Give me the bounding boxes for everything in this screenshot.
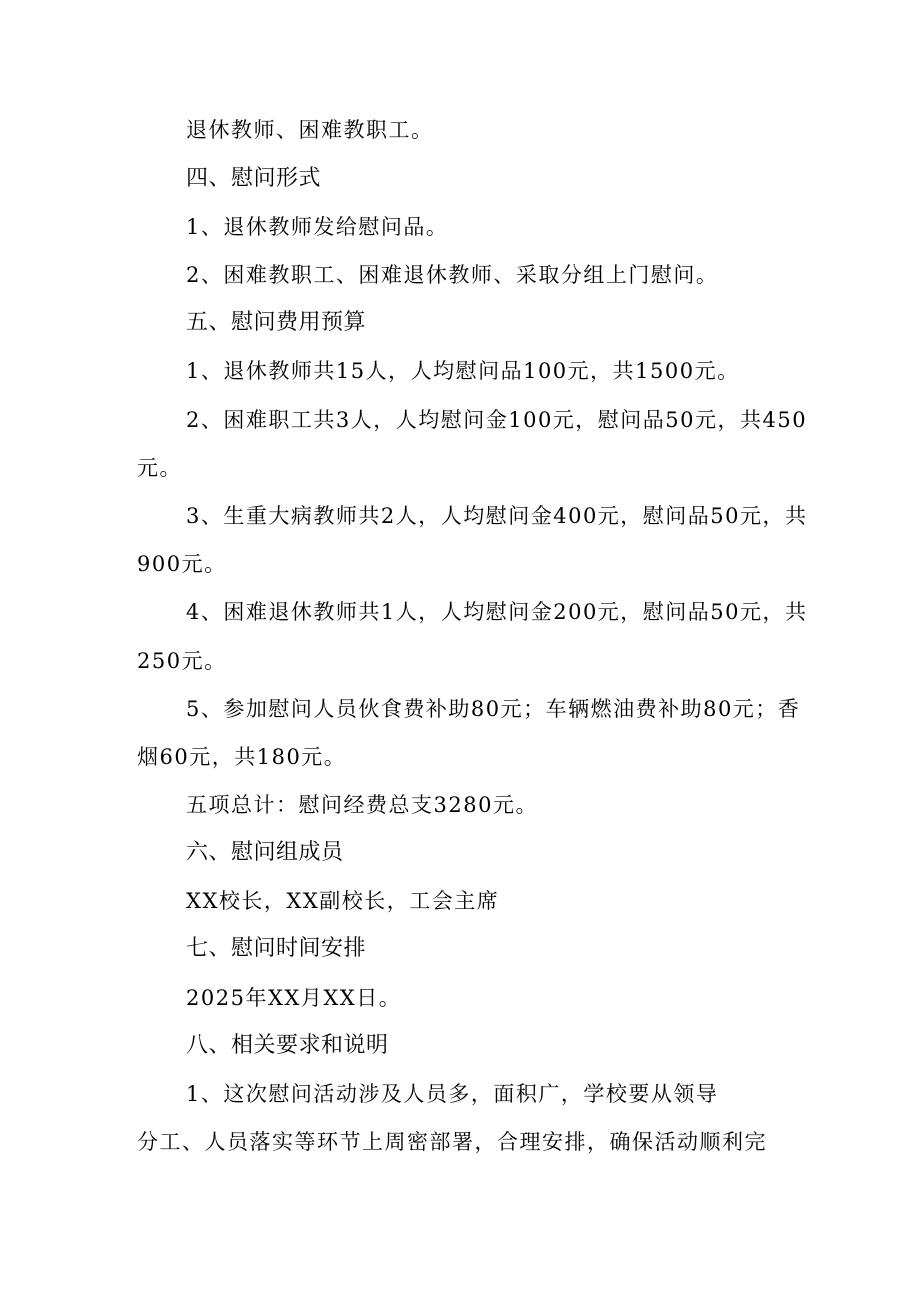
section-heading-8: 八、相关要求和说明: [186, 1033, 389, 1058]
section-heading-6: 六、慰问组成员: [186, 840, 344, 865]
body-line-budget-5: 5、参加慰问人员伙食费补助80元；车辆燃油费补助80元；香: [186, 697, 801, 721]
section-heading-4: 四、慰问形式: [186, 166, 322, 191]
body-line-req-1-cont: 分工、人员落实等环节上周密部署，合理安排，确保活动顺利完: [137, 1130, 767, 1154]
body-line-total: 五项总计：慰问经费总支3280元。: [186, 793, 538, 817]
section-heading-5: 五、慰问费用预算: [186, 310, 367, 335]
body-line-date: 2025年XX月XX日。: [186, 986, 402, 1010]
body-line-scope: 退休教师、困难教职工。: [186, 118, 434, 142]
body-line-form-1: 1、退休教师发给慰问品。: [186, 215, 449, 239]
body-line-members: XX校长，XX副校长，工会主席: [186, 889, 500, 913]
body-line-form-2: 2、困难教职工、困难退休教师、采取分组上门慰问。: [186, 263, 719, 287]
body-line-budget-4-cont: 250元。: [137, 649, 227, 673]
body-line-budget-4: 4、困难退休教师共1人，人均慰问金200元，慰问品50元，共: [186, 600, 808, 624]
body-line-budget-3-cont: 900元。: [137, 552, 227, 576]
body-line-budget-3: 3、生重大病教师共2人，人均慰问金400元，慰问品50元，共: [186, 504, 808, 528]
body-line-budget-1: 1、退休教师共15人，人均慰问品100元，共1500元。: [186, 359, 740, 383]
body-line-budget-5-cont: 烟60元，共180元。: [137, 745, 347, 769]
section-heading-7: 七、慰问时间安排: [186, 936, 367, 961]
body-line-req-1: 1、这次慰问活动涉及人员多，面积广，学校要从领导: [186, 1082, 719, 1106]
body-line-budget-2-cont: 元。: [137, 456, 182, 480]
body-line-budget-2: 2、困难职工共3人，人均慰问金100元，慰问品50元，共450: [186, 408, 808, 432]
